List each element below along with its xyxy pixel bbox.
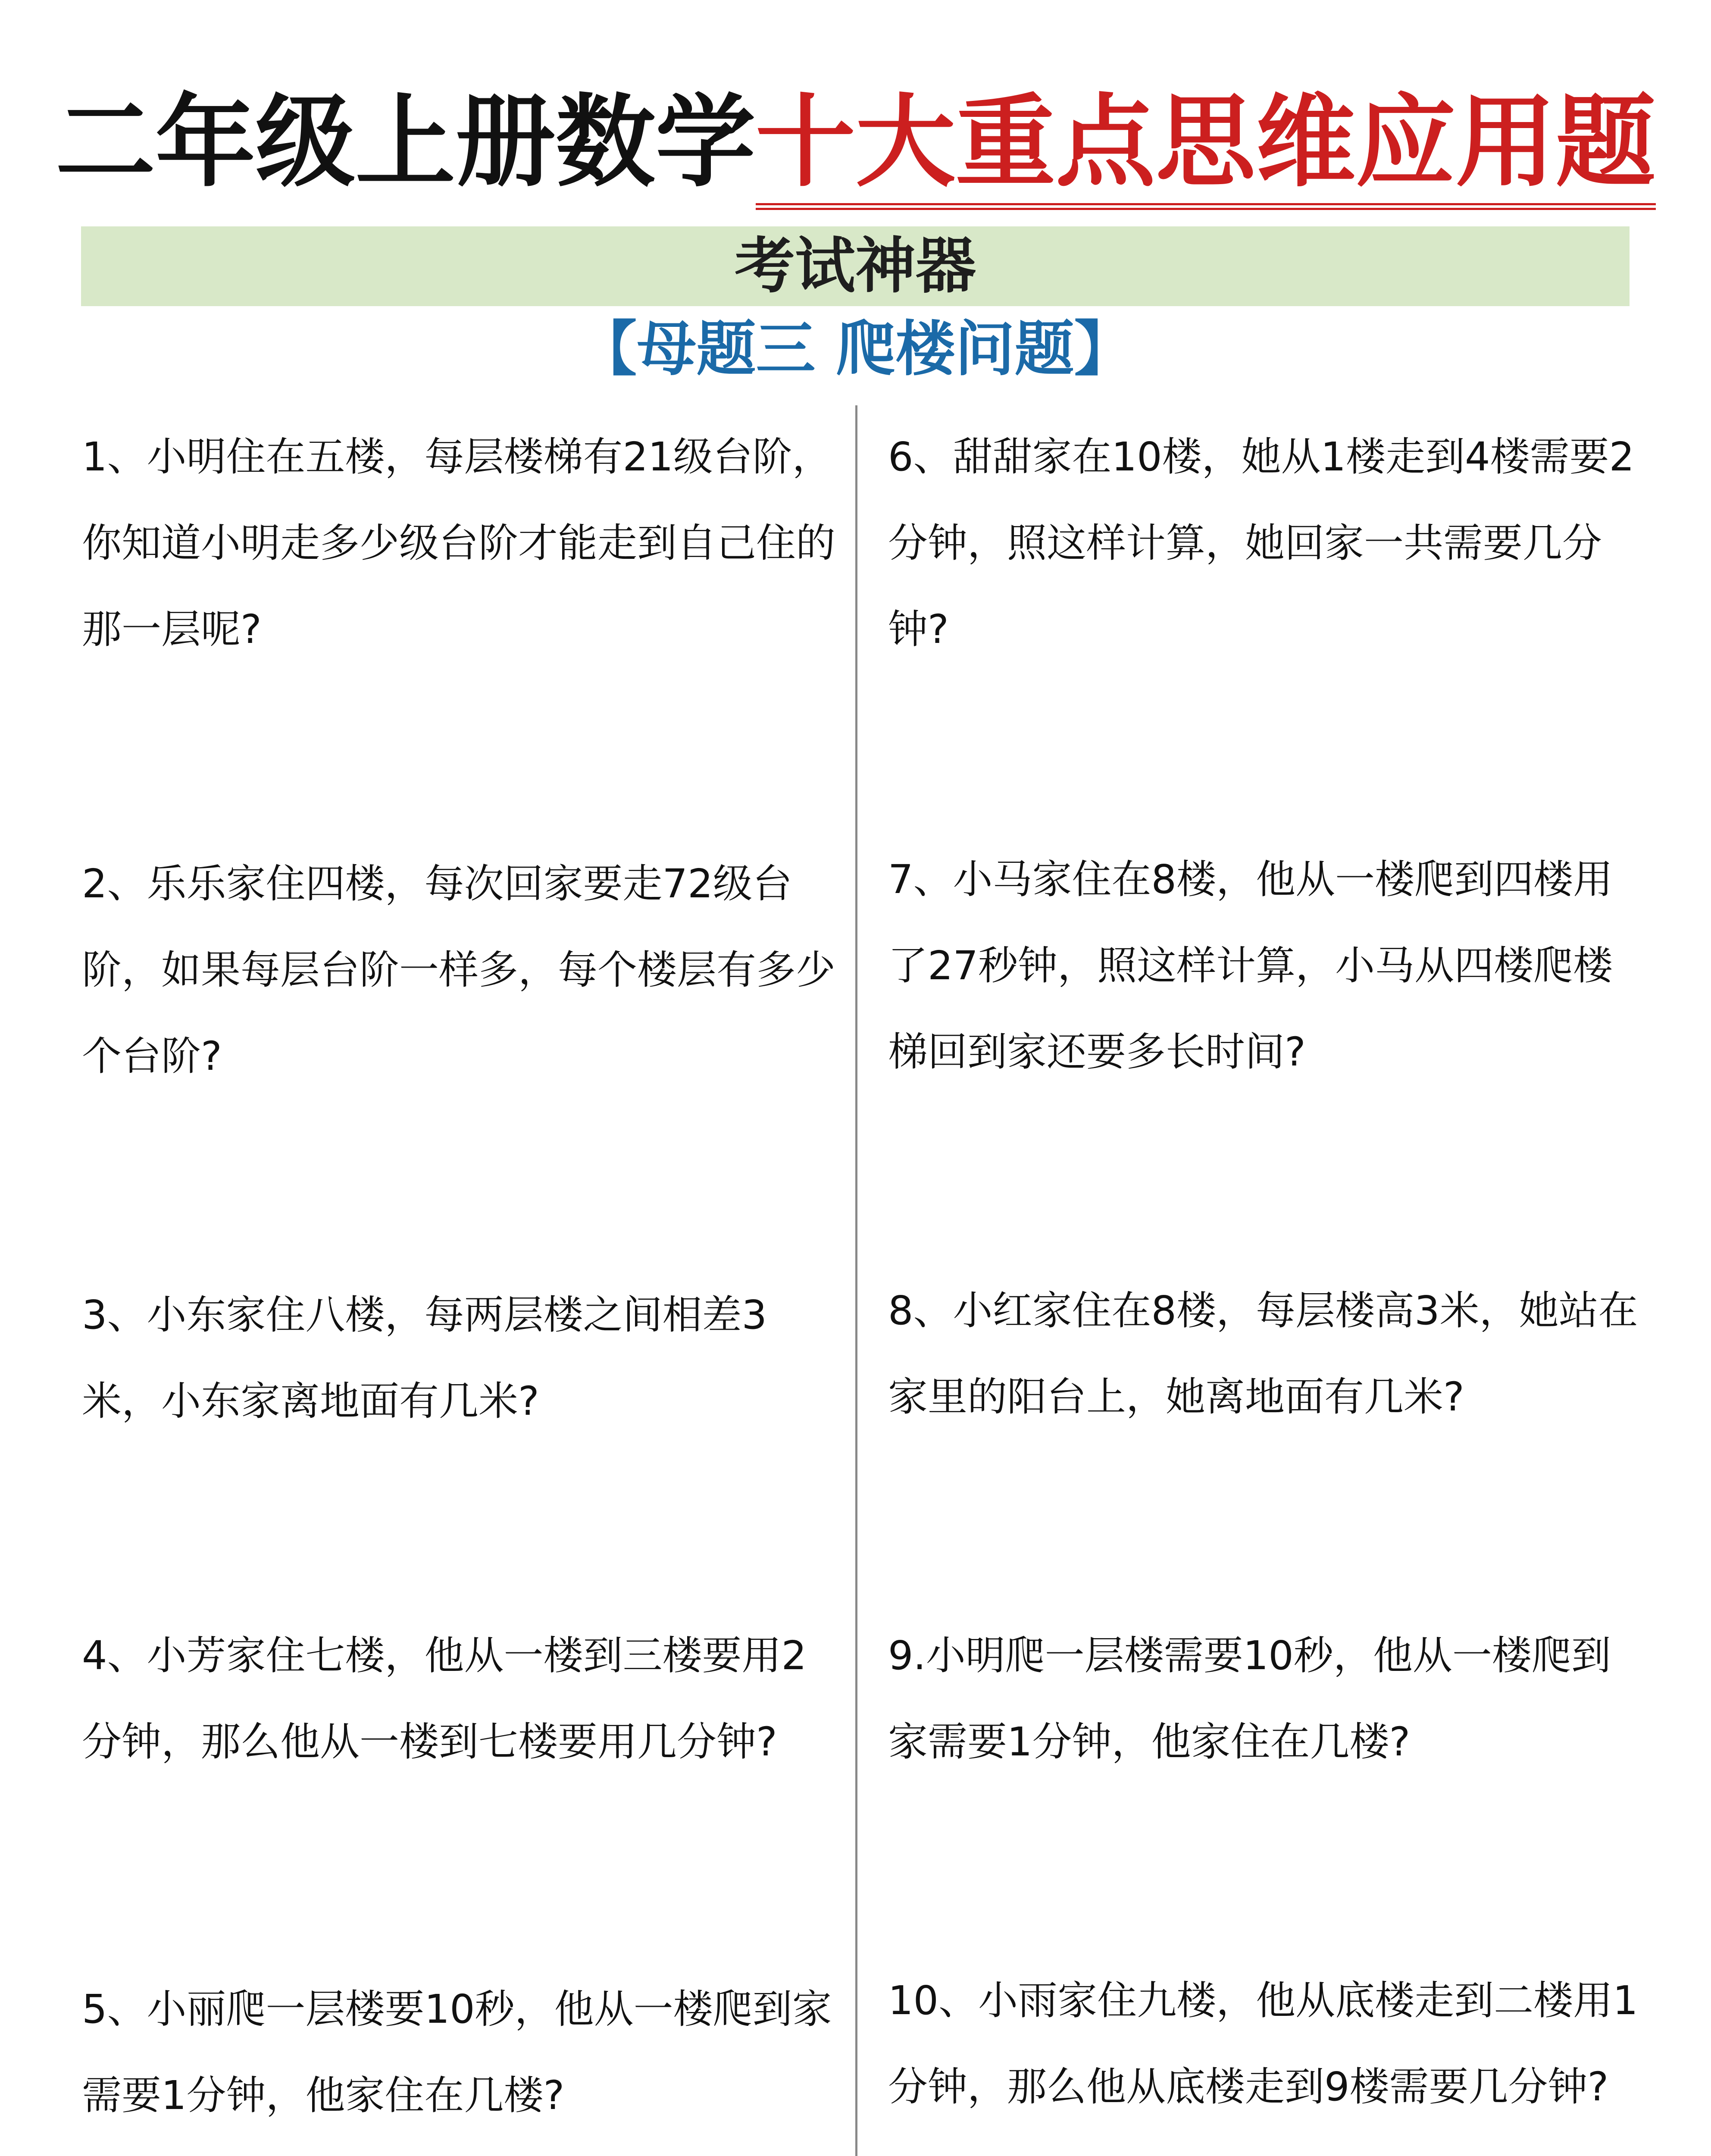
title-prefix: 二年级上册数学 xyxy=(55,84,756,201)
title-highlight: 十大重点思维应用题 xyxy=(756,84,1656,210)
subtitle-band: 考试神器 xyxy=(81,226,1630,306)
question-4: 4、小芳家住七楼，他从一楼到三楼要用2分钟，那么他从一楼到七楼要用几分钟? xyxy=(82,1633,807,1765)
question-6: 6、甜甜家在10楼，她从1楼走到4楼需要2分钟，照这样计算，她回家一共需要几分钟? xyxy=(888,434,1635,652)
column-divider xyxy=(855,405,857,2156)
section-title: 【母题三 爬楼问题】 xyxy=(577,314,1134,384)
question-1: 1、小明住在五楼，每层楼梯有21级台阶，你知道小明走多少级台阶才能走到自己住的那一层呢? xyxy=(82,434,836,652)
question-8: 8、小红家住在8楼，每层楼高3米，她站在家里的阳台上，她离地面有几米? xyxy=(888,1288,1638,1420)
question-3: 3、小东家住八楼，每两层楼之间相差3米，小东家离地面有几米? xyxy=(82,1292,767,1424)
question-2: 2、乐乐家住四楼，每次回家要走72级台阶，如果每层台阶一样多，每个楼层有多少个台阶? xyxy=(82,861,836,1079)
question-9: 9.小明爬一层楼需要10秒，他从一楼爬到家需要1分钟，他家住在几楼? xyxy=(888,1633,1611,1765)
question-5: 5、小丽爬一层楼要10秒，他从一楼爬到家需要1分钟，他家住在几楼? xyxy=(82,1986,832,2118)
question-10: 10、小雨家住九楼，他从底楼走到二楼用1分钟，那么他从底楼走到9楼需要几分钟? xyxy=(888,1977,1638,2110)
page-title xyxy=(0,82,1711,203)
question-7: 7、小马家住在8楼，他从一楼爬到四楼用了27秒钟，照这样计算，小马从四楼爬楼梯回到家还要多长时间? xyxy=(888,856,1613,1075)
